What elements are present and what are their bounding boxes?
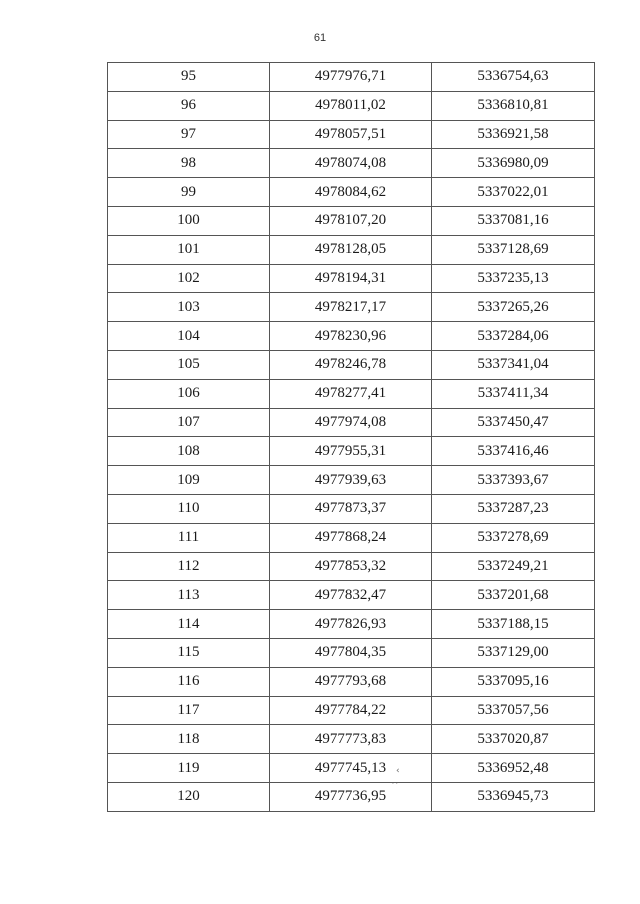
table-row [108,725,595,754]
y-coordinate-cell: 5337450,47 [432,408,595,437]
y-coordinate-cell: 5337278,69 [432,523,595,552]
table-row [108,293,595,322]
x-coordinate-cell: 4978074,08 [270,149,432,178]
x-coordinate-cell: 4977939,63 [270,466,432,495]
x-coordinate-cell: 4977873,37 [270,494,432,523]
x-coordinate-cell: 4977736,95 [270,782,432,811]
table-row [108,782,595,811]
point-number-cell: 112 [108,552,270,581]
table-row [108,379,595,408]
x-coordinate-cell: 4977976,71 [270,63,432,92]
point-number-cell: 100 [108,206,270,235]
y-coordinate-cell: 5337188,15 [432,610,595,639]
point-number-cell: 103 [108,293,270,322]
point-number-cell: 109 [108,466,270,495]
point-number-cell: 110 [108,494,270,523]
table-row [108,350,595,379]
x-coordinate-cell: 4978084,62 [270,178,432,207]
point-number-cell: 114 [108,610,270,639]
y-coordinate-cell: 5337020,87 [432,725,595,754]
table-row [108,322,595,351]
x-coordinate-cell: 4978217,17 [270,293,432,322]
y-coordinate-cell: 5337129,00 [432,638,595,667]
y-coordinate-cell: 5336921,58 [432,120,595,149]
x-coordinate-cell: 4977773,83 [270,725,432,754]
x-coordinate-cell: 4977793,68 [270,667,432,696]
y-coordinate-cell: 5337393,67 [432,466,595,495]
x-coordinate-cell: 4977868,24 [270,523,432,552]
point-number-cell: 104 [108,322,270,351]
table-row [108,494,595,523]
point-number-cell: 115 [108,638,270,667]
table-row [108,91,595,120]
point-number-cell: 120 [108,782,270,811]
x-coordinate-cell: 4977832,47 [270,581,432,610]
x-coordinate-cell: 4977853,32 [270,552,432,581]
x-coordinate-cell: 4978277,41 [270,379,432,408]
table-row [108,638,595,667]
coordinates-table [107,62,595,812]
x-coordinate-cell: 4978194,31 [270,264,432,293]
x-coordinate-cell: 4978246,78 [270,350,432,379]
y-coordinate-cell: 5336952,48 [432,754,595,783]
y-coordinate-cell: 5337057,56 [432,696,595,725]
point-number-cell: 107 [108,408,270,437]
y-coordinate-cell: 5337284,06 [432,322,595,351]
scan-artifact: ‹ [396,766,400,776]
table-row [108,206,595,235]
table-row [108,178,595,207]
x-coordinate-cell: 4977826,93 [270,610,432,639]
table-row [108,437,595,466]
point-number-cell: 118 [108,725,270,754]
y-coordinate-cell: 5337411,34 [432,379,595,408]
table-row [108,466,595,495]
table-row [108,581,595,610]
y-coordinate-cell: 5337022,01 [432,178,595,207]
table-row [108,149,595,178]
table-row [108,408,595,437]
point-number-cell: 106 [108,379,270,408]
table-row [108,610,595,639]
point-number-cell: 116 [108,667,270,696]
point-number-cell: 105 [108,350,270,379]
point-number-cell: 117 [108,696,270,725]
point-number-cell: 99 [108,178,270,207]
table-row [108,63,595,92]
x-coordinate-cell: 4978107,20 [270,206,432,235]
table-row [108,667,595,696]
y-coordinate-cell: 5336754,63 [432,63,595,92]
table-row [108,696,595,725]
x-coordinate-cell: 4977784,22 [270,696,432,725]
point-number-cell: 97 [108,120,270,149]
x-coordinate-cell: 4978230,96 [270,322,432,351]
point-number-cell: 102 [108,264,270,293]
point-number-cell: 119 [108,754,270,783]
y-coordinate-cell: 5336980,09 [432,149,595,178]
y-coordinate-cell: 5337235,13 [432,264,595,293]
x-coordinate-cell: 4977745,13 [270,754,432,783]
y-coordinate-cell: 5337265,26 [432,293,595,322]
y-coordinate-cell: 5336945,73 [432,782,595,811]
y-coordinate-cell: 5337249,21 [432,552,595,581]
y-coordinate-cell: 5337201,68 [432,581,595,610]
table-row [108,552,595,581]
scan-artifact: · · [392,781,398,788]
point-number-cell: 111 [108,523,270,552]
y-coordinate-cell: 5337287,23 [432,494,595,523]
table-row [108,120,595,149]
table-row [108,264,595,293]
table-row [108,754,595,783]
page-number: 61 [313,32,327,44]
table-body [108,63,595,812]
y-coordinate-cell: 5336810,81 [432,91,595,120]
point-number-cell: 101 [108,235,270,264]
x-coordinate-cell: 4978057,51 [270,120,432,149]
point-number-cell: 108 [108,437,270,466]
x-coordinate-cell: 4977955,31 [270,437,432,466]
x-coordinate-cell: 4977804,35 [270,638,432,667]
table-row [108,235,595,264]
point-number-cell: 113 [108,581,270,610]
x-coordinate-cell: 4978128,05 [270,235,432,264]
y-coordinate-cell: 5337081,16 [432,206,595,235]
y-coordinate-cell: 5337341,04 [432,350,595,379]
y-coordinate-cell: 5337128,69 [432,235,595,264]
x-coordinate-cell: 4978011,02 [270,91,432,120]
table-row [108,523,595,552]
point-number-cell: 95 [108,63,270,92]
y-coordinate-cell: 5337095,16 [432,667,595,696]
y-coordinate-cell: 5337416,46 [432,437,595,466]
x-coordinate-cell: 4977974,08 [270,408,432,437]
point-number-cell: 98 [108,149,270,178]
point-number-cell: 96 [108,91,270,120]
